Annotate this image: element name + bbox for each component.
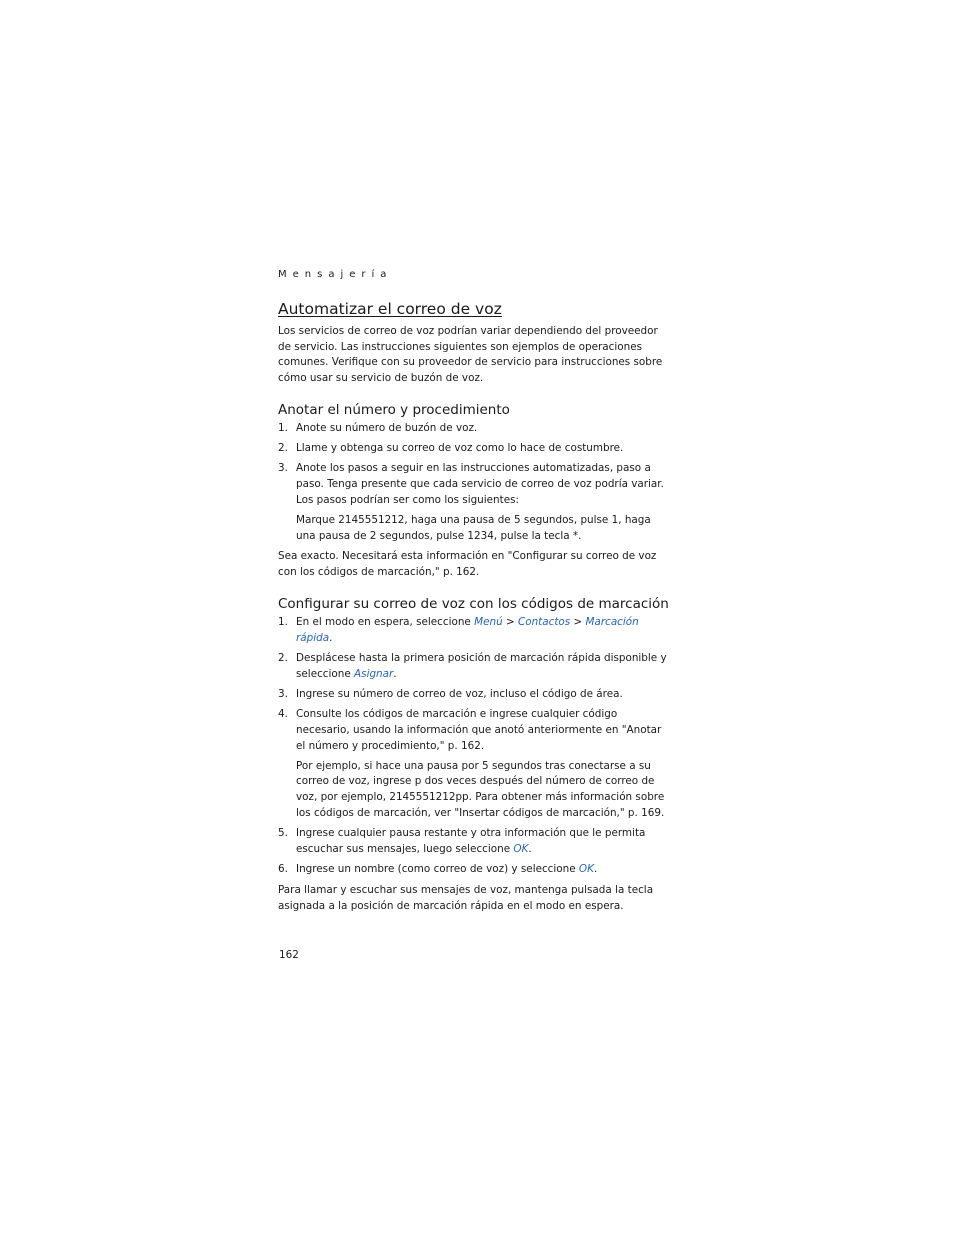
step-text: Ingrese un nombre (como correo de voz) y seleccione	[296, 863, 579, 876]
list-item	[278, 421, 670, 437]
step-number: 5.	[278, 827, 288, 840]
step-example: Marque 2145551212, haga una pausa de 5 segundos, pulse 1, haga una pausa de 2 segundos, pulse 1234, pulse la tecla *.	[296, 514, 651, 542]
step-text: Desplácese hasta la primera posición de marcación rápida disponible y seleccione	[296, 651, 667, 680]
punctuation: .	[593, 863, 598, 876]
page-content	[278, 268, 670, 928]
page-number: 162	[279, 949, 299, 961]
separator: >	[570, 615, 586, 628]
step-text: Consulte los códigos de marcación e ingrese cualquier código necesario, usando la información que anotó anteriormente en "Anotar el número y procedimiento," p. 162.	[296, 708, 662, 752]
running-header: Mensajería	[278, 269, 393, 280]
marcacion-rapida-link[interactable]: Marcación rápida	[296, 615, 639, 644]
intro-paragraph: Los servicios de correo de voz podrían variar dependiendo del proveedor de servicio. Las instrucciones siguientes son ejemplos de operaciones comunes. Verifique con su proveedor de servicio para instrucciones sobre cómo usar su servicio de buzón de voz.	[278, 325, 663, 385]
list-item	[278, 651, 670, 682]
step-text: Anote los pasos a seguir en las instrucciones automatizadas, paso a paso. Tenga presente que cada servicio de correo de voz podría variar. Los pasos podrían ser como los siguientes:	[296, 462, 664, 506]
step-number: 3.	[278, 462, 288, 475]
step-text: En el modo en espera, seleccione	[296, 615, 475, 628]
list-item	[278, 826, 670, 857]
subsection-title-configurar: Configurar su correo de voz con los códigos de marcación	[278, 595, 669, 612]
step-number: 1.	[278, 421, 288, 434]
asignar-link[interactable]: Asignar	[354, 667, 394, 680]
subsection-title-anotar: Anotar el número y procedimiento	[278, 401, 510, 418]
ok-link[interactable]: OK	[578, 863, 594, 876]
step-number: 1.	[278, 615, 288, 628]
list-item	[278, 461, 670, 544]
list-item	[278, 707, 670, 821]
step-text: Ingrese cualquier pausa restante y otra información que le permita escuchar sus mensajes, luego seleccione	[296, 827, 646, 855]
closing-paragraph: Para llamar y escuchar sus mensajes de voz, mantenga pulsada la tecla asignada a la posición de marcación rápida en el modo en espera.	[278, 883, 654, 912]
step-text: Anote su número de buzón de voz.	[296, 421, 478, 434]
punctuation: .	[329, 631, 333, 644]
step-text: Ingrese su número de correo de voz, incluso el código de área.	[296, 687, 623, 700]
punctuation: .	[528, 842, 532, 855]
step-number: 3.	[278, 687, 288, 700]
step-number: 2.	[278, 442, 288, 455]
step-number: 6.	[278, 863, 288, 876]
list-item	[278, 687, 670, 703]
ok-link[interactable]: OK	[513, 842, 529, 855]
anotar-steps-list	[278, 421, 670, 545]
step-text: Llame y obtenga su correo de voz como lo hace de costumbre.	[296, 442, 624, 455]
list-item	[278, 441, 670, 457]
menu-link[interactable]: Menú	[474, 615, 503, 628]
contactos-link[interactable]: Contactos	[517, 615, 571, 628]
configurar-steps-list	[278, 615, 670, 878]
step-example: Por ejemplo, si hace una pausa por 5 segundos tras conectarse a su correo de voz, ingrese p dos veces después del número de correo de voz, por ejemplo, 2145551212pp. Para obtener más información sobre los códigos de marcación, ver "Insertar códigos de marcación," p. 169.	[296, 759, 665, 819]
list-item	[278, 615, 670, 646]
list-item	[278, 862, 670, 878]
punctuation: .	[393, 667, 397, 680]
step-number: 2.	[278, 651, 288, 664]
step-number: 4.	[278, 708, 288, 721]
separator: >	[502, 615, 518, 628]
note-paragraph: Sea exacto. Necesitará esta información en "Configurar su correo de voz con los códigos de marcación," p. 162.	[278, 550, 657, 579]
section-title-automatizar: Automatizar el correo de voz	[278, 300, 502, 318]
